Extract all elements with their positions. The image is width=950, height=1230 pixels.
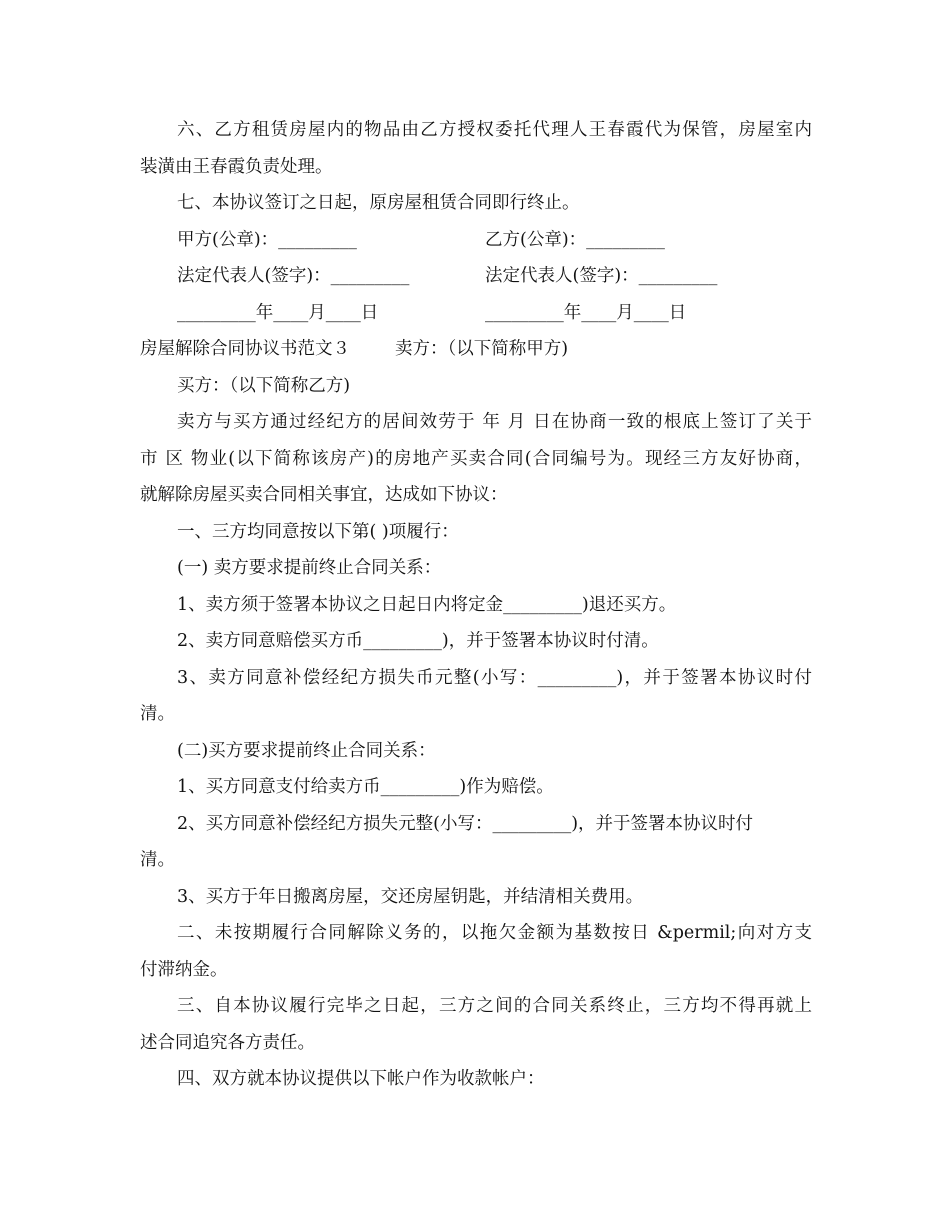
signature-row-representative: [140, 258, 812, 295]
sub-one-item-3-line-2: 清。: [140, 704, 175, 724]
section-three-title-row: [140, 331, 812, 368]
paragraph-six-line-1: 六、乙方租赁房屋内的物品由乙方授权委托代理人王春霞代为保管，房屋室内: [177, 120, 812, 140]
party-b-representative: 法定代表人(签字)：_________: [485, 266, 718, 286]
sub-two-item-2-line-1: 2、买方同意补偿经纪方损失元整(小写：_________)，并于签署本协议时付: [177, 813, 754, 834]
party-a-representative: 法定代表人(签字)：_________: [177, 266, 410, 286]
seller-label: 卖方：（以下简称甲方): [395, 339, 569, 359]
sub-two-title: (二)买方要求提前终止合同关系：: [177, 740, 436, 761]
party-a-seal: 甲方(公章)：_________: [177, 229, 357, 250]
sub-two-item-3: 3、买方于年日搬离房屋，交还房屋钥匙，并结清相关费用。: [177, 886, 644, 907]
party-a-date: _________年____月____日: [177, 302, 379, 323]
sub-one-item-1: 1、卖方须于签署本协议之日起日内将定金_________)退还买方。: [177, 594, 677, 615]
party-b-date: _________年____月____日: [485, 302, 687, 323]
sub-one-title: (一) 卖方要求提前终止合同关系：: [177, 558, 442, 578]
paragraph-seven: 七、本协议签订之日起，原房屋租赁合同即行终止。: [177, 193, 580, 213]
intro-line-3: 就解除房屋买卖合同相关事宜，达成如下协议：: [140, 485, 508, 505]
section-three-title: 房屋解除合同协议书范文３: [140, 339, 350, 359]
intro-line-2: 市 区 物业(以下简称该房产)的房地产买卖合同(合同编号为。现经三方友好协商，: [140, 448, 812, 469]
clause-four: 四、双方就本协议提供以下帐户作为收款帐户：: [177, 1069, 545, 1089]
clause-two-line-1: 二、未按期履行合同解除义务的，以拖欠金额为基数按日 &permil;向对方支: [177, 923, 812, 943]
signature-row-date: [140, 295, 812, 332]
buyer-label: 买方：（以下简称乙方): [177, 375, 351, 396]
intro-line-1: 卖方与买方通过经纪方的居间效劳于 年 月 日在协商一致的根底上签订了关于: [177, 412, 812, 432]
signature-row-seal: [140, 222, 812, 259]
clause-three-line-2: 述合同追究各方责任。: [140, 1032, 315, 1053]
clause-three-line-1: 三、自本协议履行完毕之日起，三方之间的合同关系终止，三方均不得再就上: [177, 996, 812, 1016]
sub-two-item-2-line-2: 清。: [140, 850, 175, 870]
sub-one-item-2: 2、卖方同意赔偿买方币_________)，并于签署本协议时付清。: [177, 631, 659, 651]
clause-two-line-2: 付滞纳金。: [140, 959, 228, 980]
sub-two-item-1: 1、买方同意支付给卖方币_________)作为赔偿。: [177, 777, 554, 797]
paragraph-six-line-2: 装潢由王春霞负责处理。: [140, 156, 333, 177]
sub-one-item-3-line-1: 3、卖方同意补偿经纪方损失币元整(小写：_________)，并于签署本协议时付: [177, 667, 812, 688]
document-body: [140, 112, 812, 1098]
clause-one: 一、三方均同意按以下第( )项履行：: [177, 521, 459, 542]
party-b-seal: 乙方(公章)：_________: [485, 229, 665, 250]
